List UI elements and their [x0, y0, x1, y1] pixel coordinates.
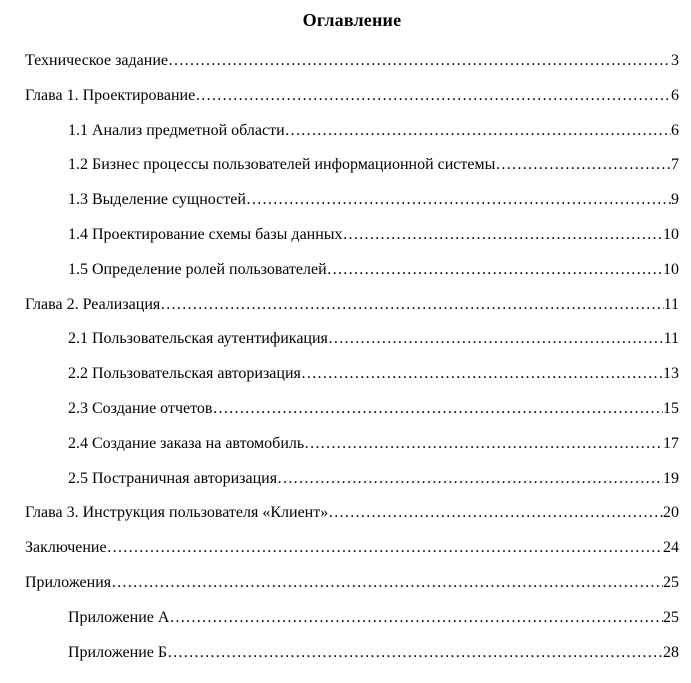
toc-entry[interactable] [25, 190, 679, 211]
toc-entry-label: 1.1 Анализ предметной области [68, 121, 285, 139]
toc-entry-label: 2.1 Пользовательская аутентификация [68, 330, 328, 348]
toc-entry[interactable] [25, 643, 679, 664]
toc-entry-page: 28 [663, 643, 679, 661]
toc-entry-label: 1.2 Бизнес процессы пользователей информационной системы [68, 156, 496, 174]
toc-entry[interactable] [25, 573, 679, 594]
toc-entry-page: 6 [671, 121, 679, 139]
toc-entry-page: 25 [663, 608, 679, 626]
toc-entry-label: 1.4 Проектирование схемы базы данных [68, 225, 343, 243]
toc-entry[interactable] [25, 225, 679, 246]
toc-entry-page: 10 [663, 225, 679, 243]
toc-entry-page: 15 [663, 399, 679, 417]
dot-leader [246, 190, 671, 211]
toc-entry[interactable] [25, 260, 679, 281]
dot-leader [160, 295, 663, 316]
toc-entry-page: 17 [663, 434, 679, 452]
toc-entry-label: Заключение [25, 539, 107, 557]
dot-leader [327, 260, 663, 281]
dot-leader [167, 643, 663, 664]
table-of-contents [25, 51, 679, 663]
toc-entry-label: Техническое задание [25, 52, 168, 69]
toc-entry-page: 25 [663, 573, 679, 591]
toc-entry-page: 11 [663, 295, 679, 313]
toc-entry[interactable] [25, 295, 679, 316]
toc-entry-label: Приложения [25, 573, 112, 591]
toc-entry-label: 2.4 Создание заказа на автомобиль [68, 434, 305, 452]
dot-leader [169, 608, 663, 629]
toc-entry-label: Глава 1. Проектирование [25, 86, 196, 104]
toc-entry-page: 19 [663, 469, 679, 487]
toc-entry-page: 24 [663, 539, 679, 557]
toc-entry-page: 9 [671, 191, 679, 209]
toc-entry-label: 1.3 Выделение сущностей [68, 191, 246, 209]
toc-entry-label: Приложение Б [68, 643, 168, 661]
toc-entry-page: 7 [671, 156, 679, 174]
dot-leader [285, 121, 671, 142]
toc-entry[interactable] [25, 503, 679, 524]
toc-entry-page: 13 [663, 365, 679, 383]
toc-entry[interactable] [25, 399, 679, 420]
dot-leader [495, 155, 671, 176]
toc-entry-page: 20 [663, 504, 679, 522]
toc-entry[interactable] [25, 469, 679, 490]
dot-leader [277, 469, 663, 490]
toc-entry-label: 2.5 Постраничная авторизация [68, 469, 278, 487]
dot-leader [107, 538, 663, 559]
toc-entry-label: Глава 2. Реализация [25, 295, 161, 313]
toc-entry[interactable] [25, 86, 679, 107]
toc-entry-page: 11 [663, 330, 679, 348]
dot-leader [301, 364, 663, 385]
toc-entry-label: 2.2 Пользовательская авторизация [68, 365, 301, 383]
toc-entry[interactable] [25, 51, 679, 72]
dot-leader [304, 434, 663, 455]
toc-entry[interactable] [25, 329, 679, 350]
toc-entry-label: Приложение А [68, 608, 170, 626]
dot-leader [195, 86, 671, 107]
toc-entry-label: 1.5 Определение ролей пользователей [68, 260, 327, 278]
toc-entry[interactable] [25, 155, 679, 176]
dot-leader [212, 399, 663, 420]
dot-leader [168, 51, 671, 72]
page-title: Оглавление [302, 10, 402, 30]
toc-entry-page: 3 [671, 52, 679, 69]
toc-entry[interactable] [25, 121, 679, 142]
dot-leader [328, 329, 664, 350]
dot-leader [111, 573, 663, 594]
toc-entry-label: 2.3 Создание отчетов [68, 399, 213, 417]
toc-entry[interactable] [25, 538, 679, 559]
dot-leader [328, 503, 663, 524]
toc-entry[interactable] [25, 608, 679, 629]
toc-entry-label: Глава 3. Инструкция пользователя «Клиент» [25, 504, 329, 522]
toc-entry[interactable] [25, 434, 679, 455]
dot-leader [343, 225, 663, 246]
toc-entry-page: 10 [663, 260, 679, 278]
toc-entry-page: 6 [671, 86, 679, 104]
toc-entry[interactable] [25, 364, 679, 385]
